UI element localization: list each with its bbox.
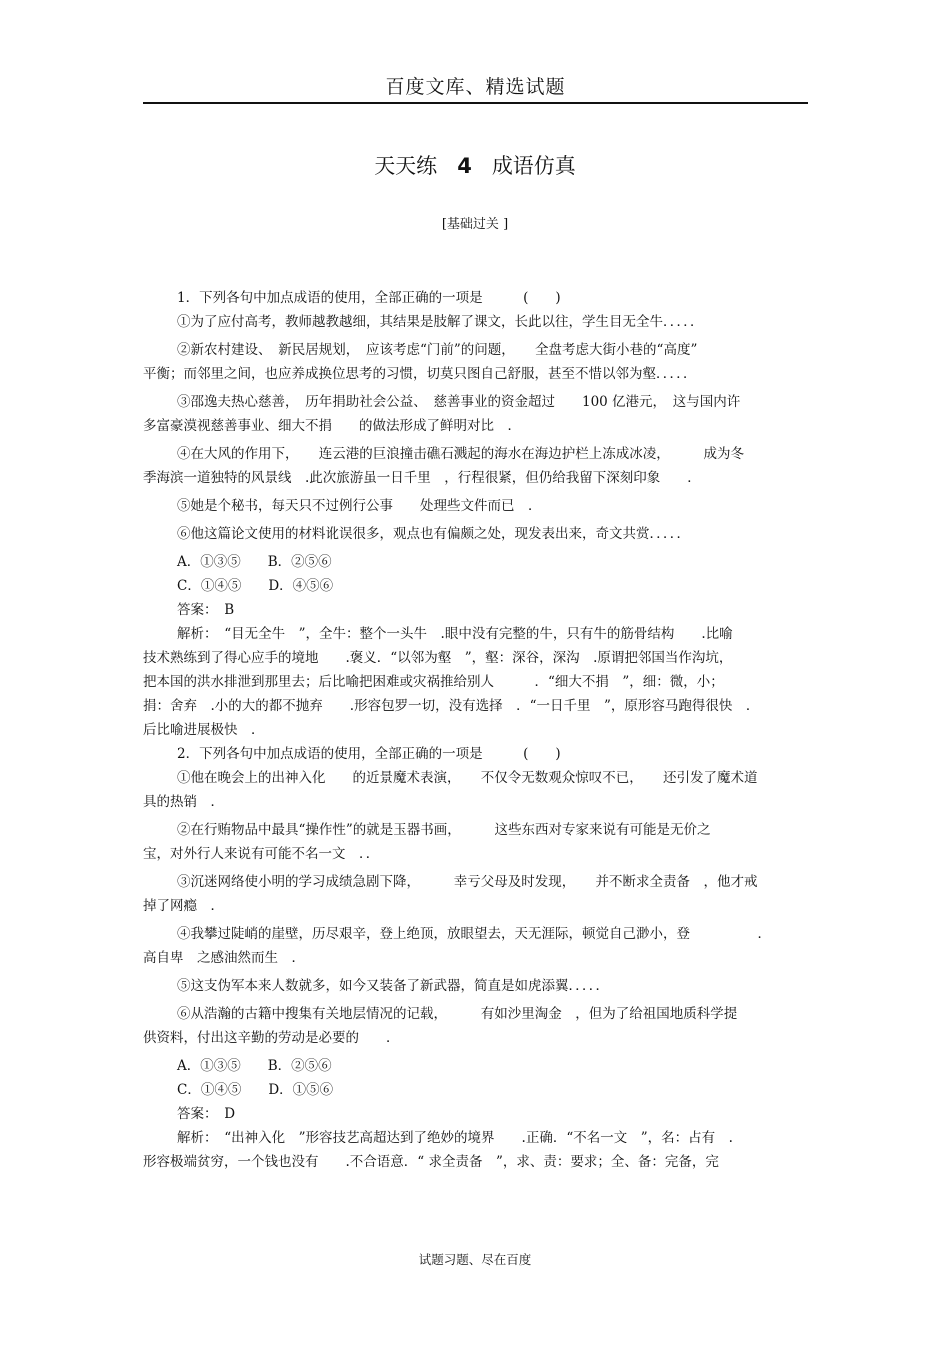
q2-analysis: 解析： “出神入化 ”形容技艺高超达到了绝妙的境界 .正确．“不名一文 ”，名：占有 . bbox=[177, 1130, 733, 1146]
q2-sentence-6: ⑥从浩瀚的古籍中搜集有关地层情况的记载， 有如沙里淘金 ，但为了给祖国地质科学提 bbox=[177, 1006, 738, 1022]
q2-sentence-6-cont: 供资料，付出这辛勤的劳动是必要的 ． bbox=[143, 1030, 400, 1046]
q2-sentence-5: ⑤这支伪军本来人数就多，如今又装备了新武器，简直是如虎添翼．．．．． bbox=[177, 978, 609, 994]
q1-analysis-cont: 把本国的洪水排泄到那里去；后比喻把困难或灾祸推给别人 ．“细大不捐 ”，细：微，小； bbox=[143, 674, 724, 690]
page-header: 百度文库、精选试题 bbox=[385, 76, 566, 98]
q1-sentence-3-cont: 多富豪漠视慈善事业、细大不捐 的做法形成了鲜明对比 ． bbox=[143, 418, 521, 434]
document-title bbox=[0, 150, 950, 180]
q2-options-ab: A．①③⑤ B．②⑤⑥ bbox=[177, 1058, 332, 1074]
q2-sentence-3: ③沉迷网络使小明的学习成绩急剧下降， 幸亏父母及时发现， 并不断求全责备 ，他才戒 bbox=[177, 874, 758, 890]
page-footer: 试题习题、尽在百度 bbox=[418, 1252, 532, 1267]
q1-analysis-cont: 技术熟练到了得心应手的境地 .褒义．“以邻为壑 ”，壑：深谷，深沟 .原谓把邻国当作沟坑， bbox=[143, 650, 733, 666]
document-body bbox=[143, 286, 808, 1174]
q2-sentence-1-cont: 具的热销 ． bbox=[143, 794, 224, 810]
q1-sentence-4: ④在大风的作用下， 连云港的巨浪撞击礁石溅起的海水在海边护栏上冻成冰凌， 成为冬 bbox=[177, 446, 744, 462]
title-number: 4 bbox=[457, 154, 472, 178]
q1-sentence-6: ⑥他这篇论文使用的材料讹误很多，观点也有偏颇之处，现发表出来，奇文共赏．．．．． bbox=[177, 526, 690, 542]
title-suffix: 成语仿真 bbox=[491, 154, 576, 178]
q1-sentence-2-cont: 平衡；而邻里之间，也应养成换位思考的习惯，切莫只图自己舒服，甚至不惜以邻为壑．．．．． bbox=[143, 366, 697, 382]
question-2-stem: 2．下列各句中加点成语的使用，全部正确的一项是 ( ) bbox=[177, 746, 561, 762]
q2-sentence-4: ④我攀过陡峭的崖壁，历尽艰辛，登上绝顶，放眼望去，天无涯际，顿觉自己渺小，登 ． bbox=[177, 926, 771, 942]
q1-sentence-3: ③邵逸夫热心慈善， 历年捐助社会公益、 慈善事业的资金超过 100 亿港元， 这与国内许 bbox=[177, 394, 741, 410]
q2-analysis-cont: 形容极端贫穷，一个钱也没有 .不合语意．“ 求全责备 ”，求、责：要求；全、备：完备，完 bbox=[143, 1154, 719, 1170]
q2-sentence-2: ②在行贿物品中最具“操作性”的就是玉器书画， 这些东西对专家来说有可能是无价之 bbox=[177, 822, 711, 838]
q2-answer: 答案： D bbox=[177, 1106, 236, 1122]
q1-sentence-5: ⑤她是个秘书，每天只不过例行公事 处理些文件而已 ． bbox=[177, 498, 542, 514]
header-rule bbox=[143, 102, 808, 104]
q1-sentence-2: ②新农村建设、 新民居规划， 应该考虑“门前”的问题， 全盘考虑大街小巷的“高度” bbox=[177, 342, 698, 358]
q2-sentence-3-cont: 掉了网瘾 ． bbox=[143, 898, 224, 914]
q1-options-ab: A．①③⑤ B．②⑤⑥ bbox=[177, 554, 332, 570]
q1-sentence-4-cont: 季海滨一道独特的风景线 .此次旅游虽一日千里 ，行程很紧，但仍给我留下深刻印象 ． bbox=[143, 470, 701, 486]
q1-answer: 答案： B bbox=[177, 602, 235, 618]
q1-analysis-cont: 捐：舍弃 .小的大的都不抛弃 .形容包罗一切，没有选择 ．“一日千里 ”，原形容马跑得很快 ． bbox=[143, 698, 760, 714]
q1-analysis-cont: 后比喻进展极快 ． bbox=[143, 722, 265, 738]
question-1-stem: 1．下列各句中加点成语的使用，全部正确的一项是 ( ) bbox=[177, 290, 561, 306]
q1-analysis: 解析： “目无全牛 ”，全牛：整个一头牛 .眼中没有完整的牛，只有牛的筋骨结构 .比喻 bbox=[177, 626, 733, 642]
q2-sentence-1: ①他在晚会上的出神入化 的近景魔术表演， 不仅令无数观众惊叹不已， 还引发了魔术道 bbox=[177, 770, 758, 786]
q2-options-cd: C．①④⑤ D．①⑤⑥ bbox=[177, 1082, 334, 1098]
q2-sentence-2-cont: 宝，对外行人来说有可能不名一文 ．． bbox=[143, 846, 380, 862]
title-prefix: 天天练 bbox=[374, 154, 438, 178]
q1-sentence-1: ①为了应付高考，教师越教越细，其结果是肢解了课文，长此以往，学生目无全牛．．．．． bbox=[177, 314, 704, 330]
q2-sentence-4-cont: 高自卑 之感油然而生 ． bbox=[143, 950, 305, 966]
q1-options-cd: C．①④⑤ D．④⑤⑥ bbox=[177, 578, 334, 594]
section-label: [基础过关 ] bbox=[441, 217, 509, 232]
